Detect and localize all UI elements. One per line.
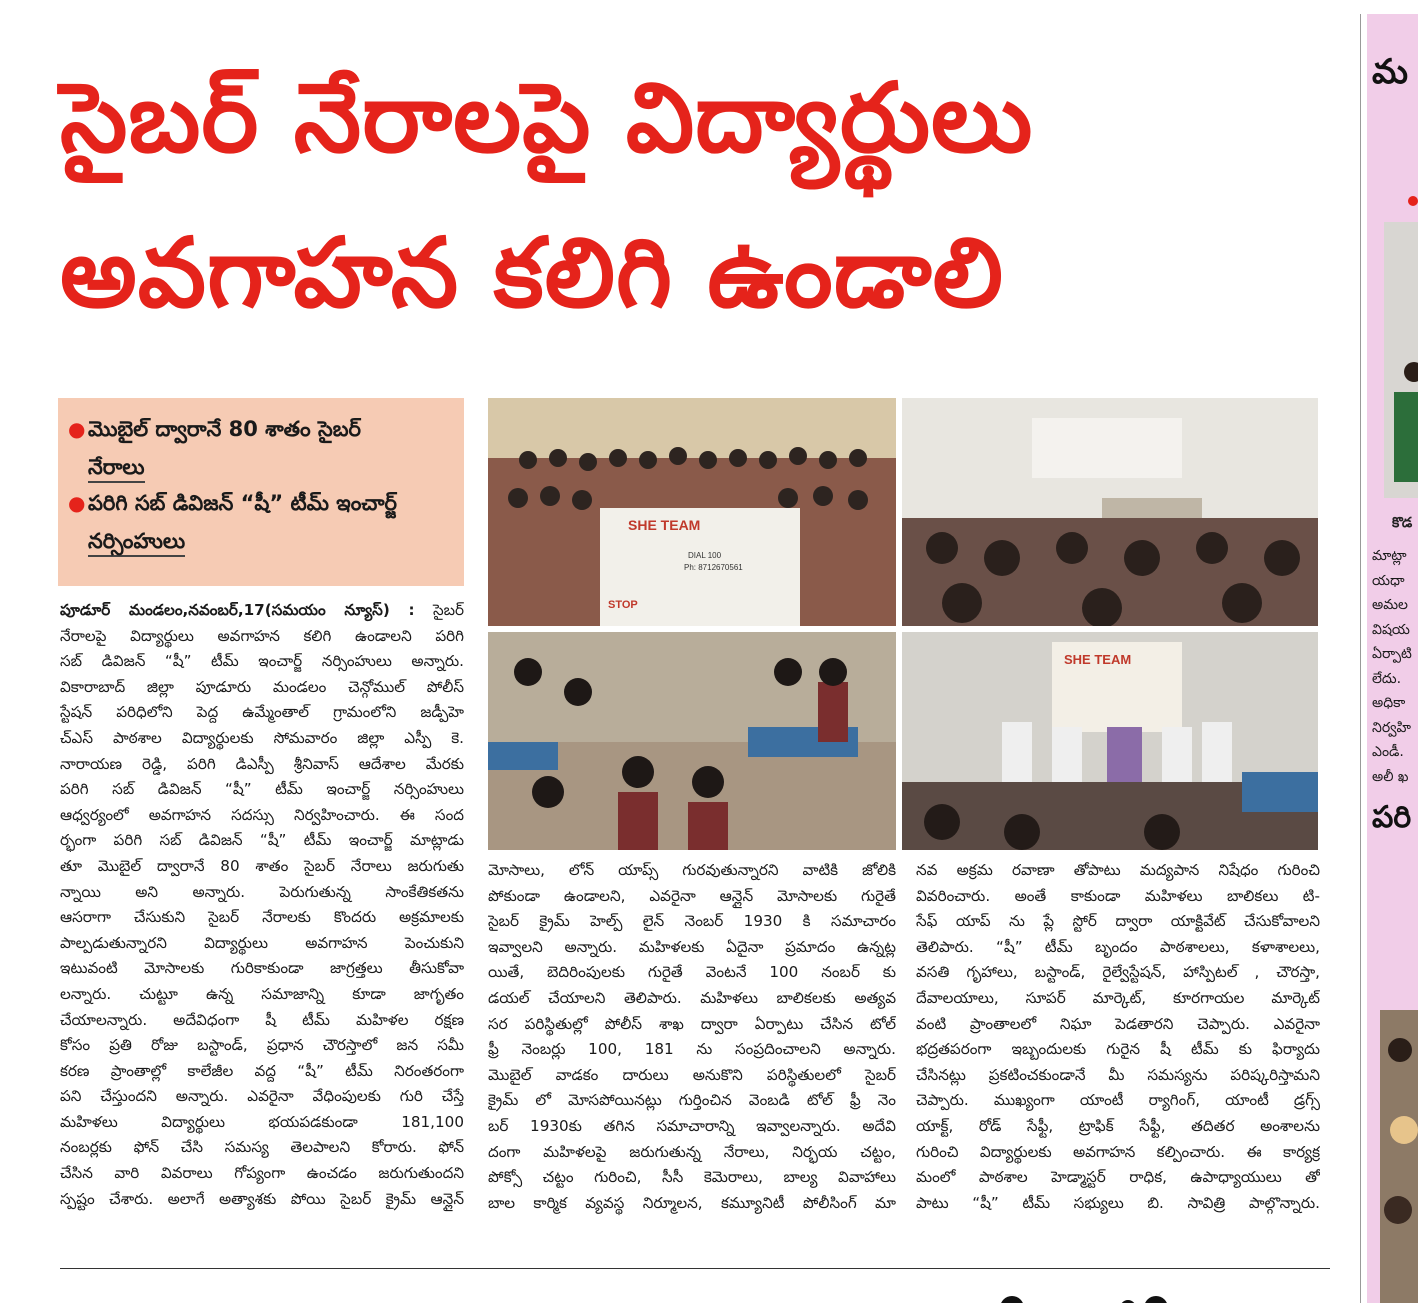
text-line: పరిగి సబ్ డివిజన్ “షీ” టీమ్ ఇంచార్జ్ నర్సింహులు bbox=[60, 780, 464, 799]
text-line: చేసినట్లు ప్రకటించకుండానే మీ సమస్యను పరిష్కరిస్తామని bbox=[916, 1065, 1320, 1084]
highlight-line: నర్సింహులు bbox=[66, 522, 456, 560]
text-line: దేవాలయాలు, సూపర్ మార్కెట్, కూరగాయల మార్కెట్ bbox=[916, 988, 1320, 1007]
text-line: అధికా bbox=[1372, 695, 1406, 711]
text-line: పని చేస్తుందని అన్నారు. ఎవరైనా వేధింపులకు గురి చేస్తే bbox=[60, 1087, 464, 1106]
text-line: వంటి ప్రాంతాలలో నిఘా పెడతారని చెప్పారు. ఎవరైనా bbox=[916, 1014, 1320, 1033]
text-line: సబ్ డివిజన్ “షీ” టీమ్ ఇంచార్జ్ నర్సింహులు అన్నారు. bbox=[60, 652, 464, 671]
text-line: బాల కార్మిక వ్యవస్థ నిర్మూలన, కమ్యూనిటీ పోలీసింగ్ మా bbox=[488, 1193, 896, 1212]
photo-classroom-session bbox=[902, 398, 1318, 626]
sidebar-text bbox=[1372, 544, 1418, 789]
text-line: నవ అక్రమ రవాణా తోపాటు మద్యపాన నిషేధం గురించి bbox=[916, 861, 1320, 879]
text-line: తెలిపారు. “షీ” టీమ్ బృందం పాఠశాలలు, కళాశాలలు, bbox=[916, 937, 1320, 956]
text-line: మంలో పాఠశాల హెడ్మాస్టర్ రాధిక, ఉపాధ్యాయులు తో bbox=[916, 1168, 1320, 1187]
sidebar-bullet-icon bbox=[1408, 196, 1418, 206]
text-line: యితే, బెదిరింపులకు గురైతే వెంటనే 100 నంబర్ కు bbox=[488, 963, 896, 982]
article-column-1 bbox=[60, 598, 464, 1212]
text-line: పూడూర్ మండలం,నవంబర్,17(సమయం న్యూస్) : సైబర్ bbox=[60, 601, 464, 619]
text-line: కోసం ప్రతి రోజు బస్టాండ్, ప్రధాన చౌరస్తాలో జన సమీ bbox=[60, 1036, 464, 1055]
text-line: పోక్సో చట్టం గురించి, సీసీ కెమెరాలు, బాల్య వివాహాలు bbox=[488, 1168, 896, 1187]
text-line: వివరించారు. అంతే కాకుండా మహిళలు బాలికలు టి- bbox=[916, 886, 1320, 905]
bullet-icon: ● bbox=[68, 417, 86, 441]
text-line: డయల్ చేయాలని తెలిపారు. మహిళలు బాలికలకు అత్యవ bbox=[488, 988, 896, 1007]
text-line: ఇవ్వాలని అన్నారు. మహిళలకు ఏదైనా ప్రమాదం ఉన్నట్ల bbox=[488, 937, 896, 956]
text-line: నిర్వహి bbox=[1372, 719, 1412, 736]
text-line: నంబర్లకు ఫోన్ చేసి సమస్య తెలపాలని కోరారు. ఫోన్ bbox=[60, 1138, 464, 1157]
text-line: స్పష్టం చేశారు. అలాగే అత్యాశకు పోయి సైబర్ క్రైమ్ ఆన్లైన్ bbox=[60, 1189, 464, 1208]
text-line: మొబైల్ వాడకం దారులు అనుకొని పరిస్థితులలో సైబర్ bbox=[488, 1065, 896, 1084]
text-line: పాల్పడుతున్నారని విద్యార్థులు అవగాహన పెంచుకుని bbox=[60, 933, 464, 952]
headline-line-2: అవగాహన కలిగి ఉండాలి bbox=[60, 217, 1004, 329]
text-line: చేయాలన్నారు. అదేవిధంగా షీ టీమ్ మహిళల రక్షణ bbox=[60, 1010, 464, 1029]
sidebar-rule bbox=[1360, 14, 1361, 1303]
text-line: యాక్ట్, రోడ్ సేఫ్టీ, ట్రాఫిక్ సేఫ్టీ, తదితర అంశాలను bbox=[916, 1116, 1320, 1135]
sidebar-photo-person bbox=[1384, 222, 1418, 498]
text-line: పోకుండా ఉండాలని, ఎవరైనా ఆన్లైన్ మోసాలకు గురైతే bbox=[488, 886, 896, 905]
bullet-icon: ● bbox=[68, 491, 86, 515]
text-line: నేరాలపై విద్యార్థులు అవగాహన కలిగి ఉండాలని పరిగి bbox=[60, 626, 464, 645]
text-line: మాట్లా bbox=[1372, 548, 1407, 564]
text-line: సైబర్ క్రైమ్ హెల్ప్ లైన్ నెంబర్ 1930 కి సమాచారం bbox=[488, 912, 896, 931]
text-line: ర్భంగా పరిగి సబ్ డివిజన్ “షీ” టీమ్ ఇంచార్జ్ మాట్లాడు bbox=[60, 831, 464, 850]
sidebar-photo-crowd bbox=[1380, 1010, 1418, 1303]
text-line: వికారాబాద్ జిల్లా పూడూరు మండలం చెన్గోముల్ పోలీస్ bbox=[60, 677, 464, 696]
text-line: కరణ ప్రాంతాల్లో కాలేజీల వద్ద “షీ” టీమ్ నిరంతరంగా bbox=[60, 1061, 464, 1080]
banner-sub: DIAL 100 bbox=[688, 551, 722, 560]
text-line: వసతి గృహాలు, బస్టాండ్, రైల్వేస్టేషన్, హాస్పిటల్ , చౌరస్తా, bbox=[916, 963, 1320, 982]
text-line: స్టేషన్ పరిధిలోని పెద్ద ఉమ్మేంతాల్ గ్రామంలోని జడ్పీహె bbox=[60, 703, 464, 722]
text-line: చెప్పారు. ముఖ్యంగా యాంటీ ర్యాగింగ్, యాంటీ డ్రగ్స్ bbox=[916, 1091, 1320, 1110]
text-line: చేసిన వారి వివరాలు గోప్యంగా ఉంచడం జరుగుతుందని bbox=[60, 1164, 464, 1183]
text-line: గురించి విద్యార్థులకు అవగాహన కల్పించారు. ఈ కార్యక్ర bbox=[916, 1142, 1320, 1161]
highlight-line: నేరాలు bbox=[66, 448, 456, 486]
text-line: ఏర్పాటి bbox=[1372, 646, 1412, 662]
highlight-item bbox=[66, 484, 456, 560]
text-line: క్రైమ్ లో మోసపోయినట్లు గుర్తించిన వెంబడి టోల్ ఫ్రీ నెం bbox=[488, 1091, 896, 1110]
text-line: తూ మొబైల్ ద్వారానే 80 శాతం సైబర్ నేరాలు జరుగుతు bbox=[60, 856, 464, 875]
sidebar-caption: కొడ bbox=[1392, 515, 1413, 531]
bottom-cut-mark bbox=[998, 1290, 1258, 1303]
text-line: భద్రతపరంగా ఇబ్బందులకు గురైన షీ టీమ్ కు ఫిర్యాదు bbox=[916, 1040, 1320, 1059]
text-line: విషయ bbox=[1372, 621, 1410, 638]
banner-title: SHE TEAM bbox=[1064, 652, 1132, 667]
sidebar-heading-bottom: పరి bbox=[1372, 800, 1412, 835]
banner-stop: STOP bbox=[608, 599, 638, 611]
text-line: ఎండీ. bbox=[1372, 744, 1404, 760]
text-line: బర్ 1930కు తగిన సమాచారాన్ని ఇవ్వాలన్నారు. అదేవి bbox=[488, 1116, 896, 1135]
text-line: దంగా మహిళలపై జరుగుతున్న నేరాలు, నిర్భయ చట్టం, bbox=[488, 1142, 896, 1161]
text-line: సేఫ్ యాప్ ను ప్లే స్టోర్ ద్వారా యాక్టివేట్ చేసుకోవాలని bbox=[916, 912, 1320, 931]
text-line: ఆసరాగా చేసుకుని సైబర్ నేరాలకు కొందరు అక్రమాలకు bbox=[60, 908, 464, 927]
text-line: మహిళలు విద్యార్థులు భయపడకుండా 181,100 bbox=[60, 1112, 464, 1131]
highlight-item bbox=[66, 410, 456, 486]
article-column-3 bbox=[916, 858, 1320, 1216]
text-line: లన్నారు. చుట్టూ ఉన్న సమాజాన్ని కూడా జాగృతం bbox=[60, 984, 464, 1003]
banner-title: SHE TEAM bbox=[628, 517, 701, 533]
text-line: అమల bbox=[1372, 597, 1408, 613]
text-line: న్నాయి అని అన్నారు. పెరుగుతున్న సాంకేతికతను bbox=[60, 882, 464, 901]
text-line: అలీ ఖ bbox=[1372, 768, 1409, 785]
bottom-divider bbox=[60, 1268, 1330, 1269]
highlight-line: పరిగి సబ్ డివిజన్ “షీ” టీమ్ ఇంచార్జ్ bbox=[88, 491, 397, 515]
text-line: ఇటువంటి మోసాలకు గురికాకుండా జాగ్రత్తలు తీసుకోవా bbox=[60, 959, 464, 978]
photo-students-seated bbox=[488, 632, 896, 850]
text-line: నారాయణ రెడ్డి, పరిగి డిఎస్పీ శ్రీనివాస్ ఆదేశాల మేరకు bbox=[60, 754, 464, 773]
text-line: ఆధ్వర్యంలో అవగాహన సదస్సు నిర్వహించారు. ఈ సంద bbox=[60, 805, 464, 824]
highlights-box bbox=[58, 398, 464, 586]
banner-phone: Ph: 8712670561 bbox=[684, 563, 743, 572]
article-column-2 bbox=[488, 858, 896, 1216]
highlight-line: మొబైల్ ద్వారానే 80 శాతం సైబర్ bbox=[88, 417, 361, 441]
text-line: చ్ఎస్ పాఠశాల విద్యార్థులకు సోమవారం జిల్లా ఎస్పీ కె. bbox=[60, 728, 464, 747]
text-line: లేదు. bbox=[1372, 670, 1402, 687]
text-line: మోసాలు, లోన్ యాప్స్ గురవుతున్నారని వాటికి జోలికి bbox=[488, 861, 896, 879]
dateline: పూడూర్ మండలం,నవంబర్,17(సమయం న్యూస్) : bbox=[60, 601, 415, 619]
text-line: సర పరిస్థితుల్లో పోలీస్ శాఖ ద్వారా ఏర్పాటు చేసిన టోల్ bbox=[488, 1014, 896, 1033]
photo-guests-on-dais bbox=[902, 632, 1318, 850]
text-line: యధా bbox=[1372, 572, 1405, 589]
text-line: పాటు “షీ” టీమ్ సభ్యులు బి. సావిత్రి పాల్గొన్నారు. bbox=[916, 1193, 1320, 1212]
headline-line-1: సైబర్ నేరాలపై విద్యార్థులు bbox=[60, 62, 1034, 174]
text-line: ఫ్రీ నెంబర్లు 100, 181 ను సంప్రదించాలని అన్నారు. bbox=[488, 1040, 896, 1059]
sidebar-heading-top: మ bbox=[1372, 52, 1408, 92]
photo-students-she-team-banner bbox=[488, 398, 896, 626]
